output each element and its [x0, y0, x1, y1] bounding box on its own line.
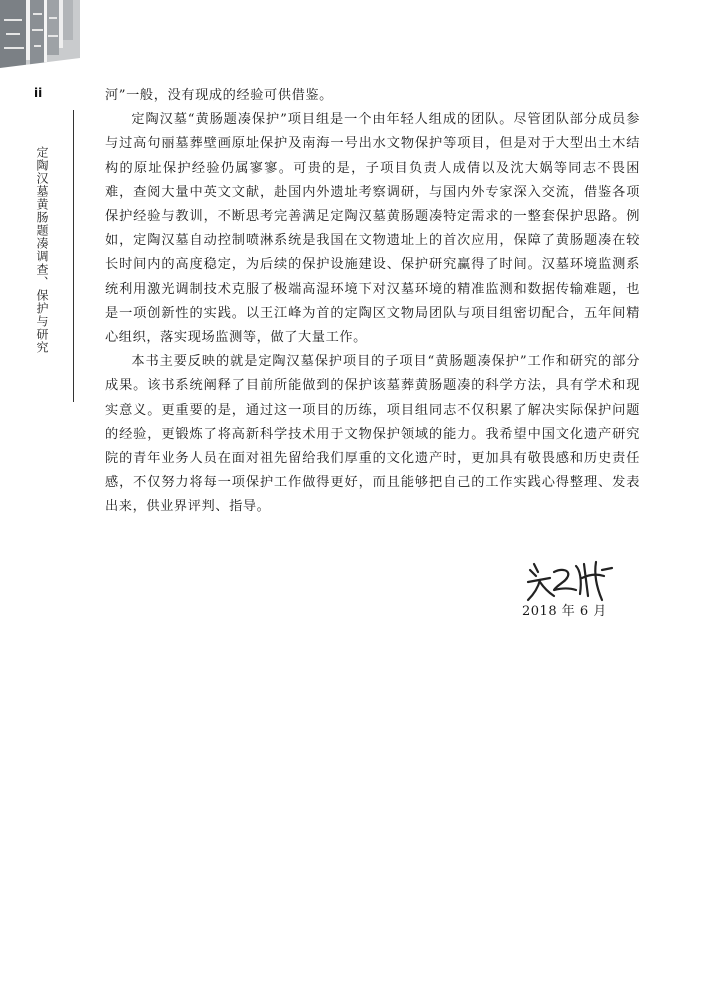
- running-title: 定陶汉墓黄肠题凑调查、保护与研究: [35, 146, 49, 354]
- paragraph-3: 本书主要反映的就是定陶汉墓保护项目的子项目“黄肠题凑保护”工作和研究的部分成果。该书系统阐释了目前所能做到的保护该墓葬黄肠题凑的科学方法，具有学术和现实意义。更重要的是，通过这一项目的历练，项目组同志不仅积累了解决实际保护问题的经验，更锻炼了将高新科学技术用于文物保护领域的能力。我希望中国文化遗产研究院的青年业务人员在面对祖先留给我们厚重的文化遗产时，更加具有敬畏感和历史责任感，不仅努力将每一项保护工作做得更好，而且能够把自己的工作实践心得整理、发表出来，供业界评判、指导。: [105, 354, 640, 515]
- date-line: 2018 年 6 月: [522, 604, 607, 619]
- body-text: [105, 84, 640, 520]
- corner-decoration: [0, 0, 80, 75]
- page-number: ii: [34, 86, 43, 100]
- paragraph-1: 河”一般，没有现成的经验可供借鉴。: [105, 88, 333, 103]
- margin-rule: [73, 110, 74, 402]
- handwritten-signature: [524, 556, 620, 604]
- paragraph-2: 定陶汉墓“黄肠题凑保护”项目组是一个由年轻人组成的团队。尽管团队部分成员参与过高句丽墓葬壁画原址保护及南海一号出水文物保护等项目，但是对于大型出土木结构的原址保护经验仍属寥寥。可贵的是，子项目负责人成倩以及沈大娲等同志不畏困难，查阅大量中英文文献，赴国内外遗址考察调研，与国内外专家深入交流，借鉴各项保护经验与教训，不断思考完善满足定陶汉墓黄肠题凑特定需求的一整套保护思路。例如，定陶汉墓自动控制喷淋系统是我国在文物遗址上的首次应用，保障了黄肠题凑在较长时间内的高度稳定，为后续的保护设施建设、保护研究赢得了时间。汉墓环境监测系统利用激光调制技术克服了极端高湿环境下对汉墓环境的精准监测和数据传输难题，也是一项创新性的实践。以王江峰为首的定陶区文物局团队与项目组密切配合，五年间精心组织，落实现场监测等，做了大量工作。: [105, 112, 640, 346]
